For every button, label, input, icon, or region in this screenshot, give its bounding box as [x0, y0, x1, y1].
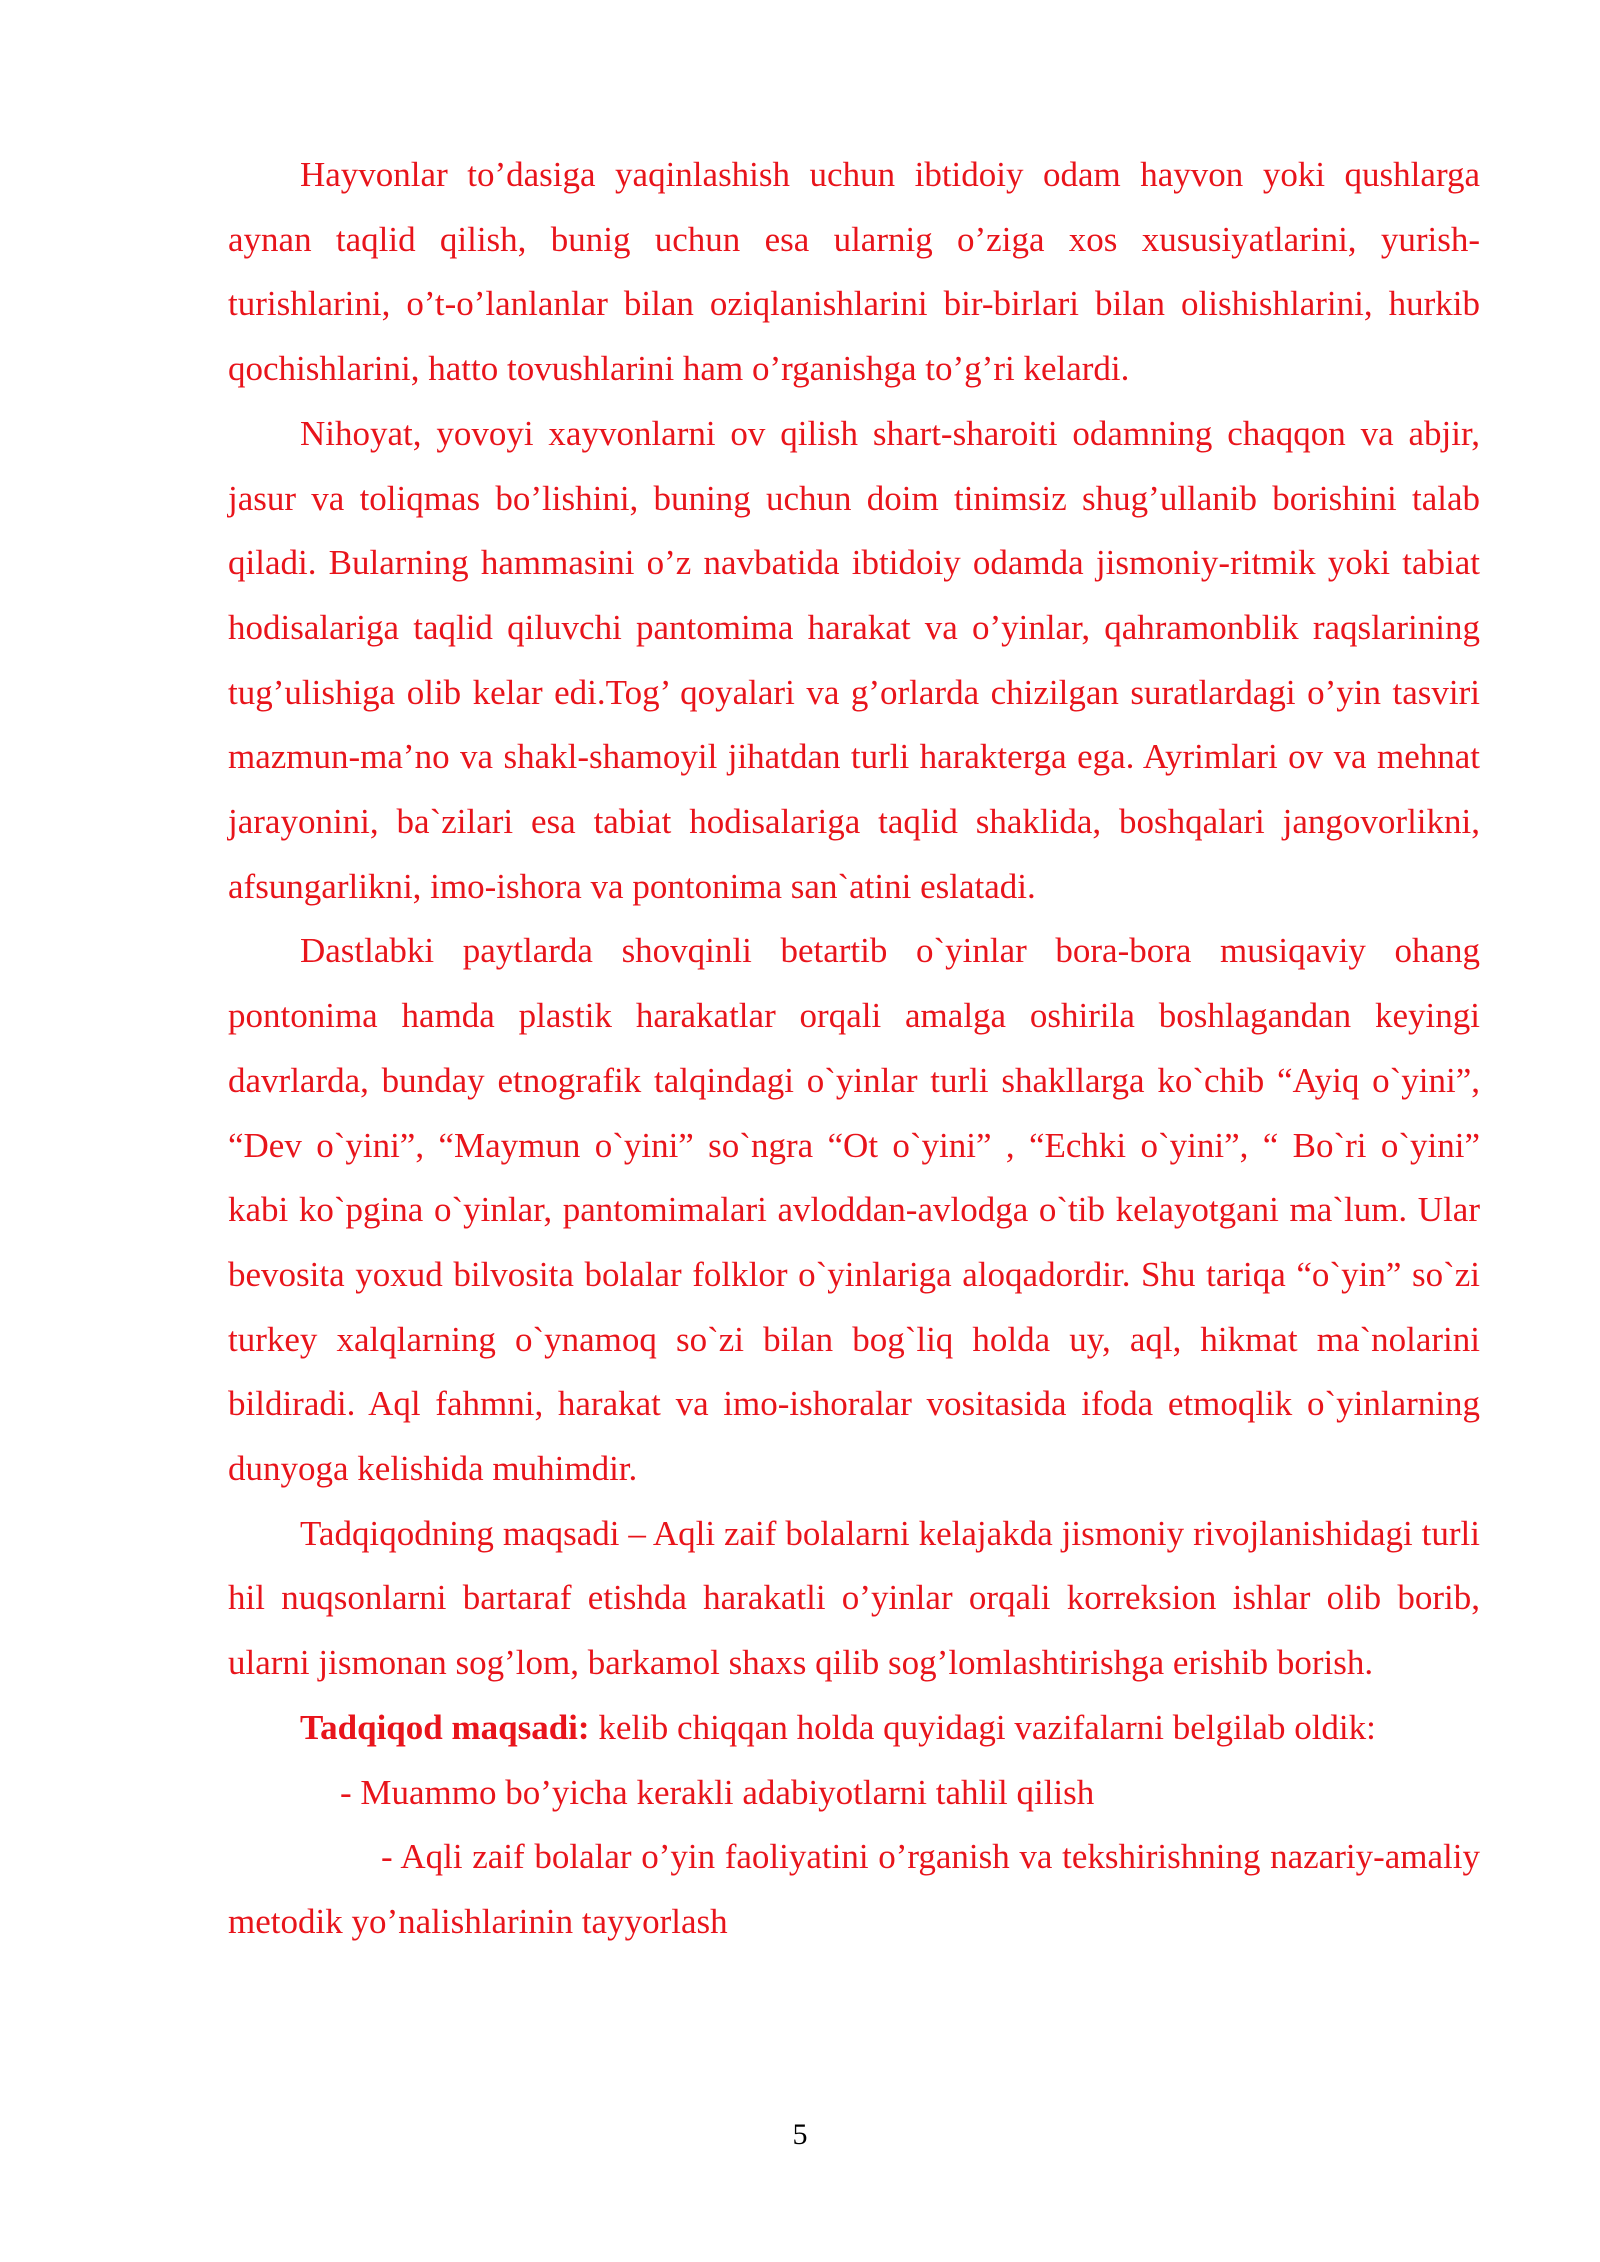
- list-item: - Aqli zaif bolalar o’yin faoliyatini o’rganish va tekshirishning nazariy-amaliy metodik yo’nalishlarinin tayyorlash: [228, 1837, 1480, 1941]
- paragraph-3: Dastlabki paytlarda shovqinli betartib o`yinlar bora-bora musiqaviy ohang pontonima hamda plastik harakatlar orqali amalga oshirila boshlagandan keyingi davrlarda, bunday etnografik talqindagi o`yinlar turli shakllarga ko`chib “Ayiq o`yini”, “Dev o`yini”, “Maymun o`yini” so`ngra “Ot o`yini” , “Echki o`yini”, “ Bo`ri o`yini” kabi ko`pgina o`yinlar, pantomimalari avloddan-avlodga o`tib kelayotgani ma`lum. Ular bevosita yoxud bilvosita bolalar folklor o`yinlariga aloqadordir. Shu tariqa “o`yin” so`zi turkey xalqlarning o`ynamoq so`zi bilan bog`liq holda uy, aql, hikmat ma`nolarini bildiradi. Aql fahmni, harakat va imo-ishoralar vositasida ifoda etmoqlik o`yinlarning dunyoga kelishida muhimdir.: [228, 931, 1480, 1489]
- paragraph-2: Nihoyat, yovoyi xayvonlarni ov qilish shart-sharoiti odamning chaqqon va abjir, jasur va toliqmas bo’lishini, buning uchun doim tinimsiz shug’ullanib borishini talab qiladi. Bularning hammasini o’z navbatida ibtidoiy odamda jismoniy-ritmik yoki tabiat hodisalariga taqlid qiluvchi pantomima harakat va o’yinlar, qahramonblik raqslarining tug’ulishiga olib kelar edi.Tog’ qoyalari va g’orlarda chizilgan suratlardagi o’yin tasviri mazmun-ma’no va shakl-shamoyil jihatdan turli harakterga ega. Ayrimlari ov va mehnat jarayonini, ba`zilari esa tabiat hodisalariga taqlid shaklida, boshqalari jangovorlikni, afsungarlikni, imo-ishora va pontonima san`atini eslatadi.: [228, 413, 1480, 906]
- list-item: - Muammo bo’yicha kerakli adabiyotlarni tahlil qilish: [340, 1772, 1095, 1812]
- paragraph-1: Hayvonlar to’dasiga yaqinlashish uchun ibtidoiy odam hayvon yoki qushlarga aynan taqlid qilish, bunig uchun esa ularnig o’ziga xos xususiyatlarini, yurish-turishlarini, o’t-o’lanlanlar bilan oziqlanishlarini bir-birlari bilan olishishlarini, hurkib qochishlarini, hatto tovushlarini ham o’rganishga to’g’ri kelardi.: [228, 155, 1480, 389]
- goal-paragraph: [228, 1696, 1480, 1761]
- body-text: [228, 143, 1480, 1955]
- goal-text: kelib chiqqan holda quyidagi vazifalarni belgilab oldik:: [589, 1707, 1376, 1747]
- goal-label: Tadqiqod maqsadi:: [300, 1707, 590, 1747]
- paragraph-4: Tadqiqodning maqsadi – Aqli zaif bolalarni kelajakda jismoniy rivojlanishidagi turli hil nuqsonlarni bartaraf etishda harakatli o’yinlar orqali korreksion ishlar olib borib, ularni jismonan sog’lom, barkamol shaxs qilib sog’lomlashtirishga erishib borish.: [228, 1513, 1480, 1683]
- page-number: 5: [792, 2118, 808, 2151]
